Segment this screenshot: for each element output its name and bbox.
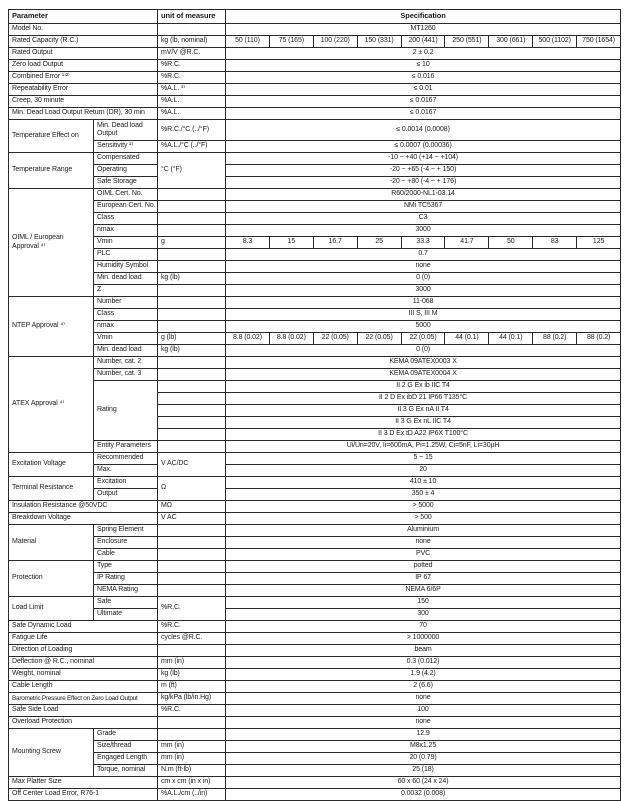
table-cell: Safe Storage: [94, 177, 158, 189]
table-cell: [158, 585, 226, 597]
table-row: [9, 60, 621, 72]
header-cell: Parameter: [9, 10, 158, 24]
table-cell: [158, 573, 226, 585]
table-row: [9, 645, 621, 657]
table-row: [9, 633, 621, 645]
table-cell: Load Limit: [9, 597, 94, 621]
table-row: [9, 585, 621, 597]
table-cell: [158, 189, 226, 201]
table-cell: > 1000000: [226, 633, 621, 645]
table-cell: ≤ 10: [226, 60, 621, 72]
table-cell: [158, 321, 226, 333]
table-cell: Max.: [94, 465, 158, 477]
table-cell: %A.L./cm (../in): [158, 789, 226, 801]
table-cell: Zero load Output: [9, 60, 158, 72]
table-row: [9, 72, 621, 84]
table-row: [9, 513, 621, 525]
table-cell: [158, 549, 226, 561]
table-cell: Cable: [94, 549, 158, 561]
table-cell: Min. Dead Load Output Return (DR), 30 min: [9, 108, 158, 120]
table-cell: -10 ~ +40 (+14 ~ +104): [226, 153, 621, 165]
table-cell: 22 (0.05): [357, 333, 401, 345]
table-cell: none: [226, 537, 621, 549]
table-cell: Weight, nominal: [9, 669, 158, 681]
table-cell: Max Platter Size: [9, 777, 158, 789]
table-cell: Combined Error ¹⁾²⁾: [9, 72, 158, 84]
table-cell: Aluminium: [226, 525, 621, 537]
table-cell: Spring Element: [94, 525, 158, 537]
table-cell: Material: [9, 525, 94, 561]
table-row: [9, 309, 621, 321]
table-cell: R60/2000-NL1-03.14: [226, 189, 621, 201]
table-cell: 60 x 60 (24 x 24): [226, 777, 621, 789]
table-cell: kg (lb, nominal): [158, 36, 226, 48]
table-row: [9, 273, 621, 285]
table-cell: 11-068: [226, 297, 621, 309]
table-cell: Mounting Screw: [9, 729, 94, 777]
table-row: [9, 609, 621, 621]
table-cell: Number, cat. 3: [94, 369, 158, 381]
table-row: [9, 789, 621, 801]
table-cell: Repeatability Error: [9, 84, 158, 96]
table-cell: %A.L. ³⁾: [158, 84, 226, 96]
table-cell: 50: [489, 237, 533, 249]
table-cell: 125: [577, 237, 621, 249]
table-row: [9, 525, 621, 537]
table-cell: N.m (ft-lb): [158, 765, 226, 777]
table-cell: Terminal Resistance: [9, 477, 94, 501]
table-cell: 88 (0.2): [533, 333, 577, 345]
table-cell: Temperature Effect on: [9, 120, 94, 153]
table-cell: g (lb): [158, 333, 226, 345]
table-cell: Safe Side Load: [9, 705, 158, 717]
table-cell: ≤ 0.0014 (0.0008): [226, 120, 621, 141]
table-cell: Output: [94, 489, 158, 501]
table-cell: [158, 405, 226, 417]
table-cell: 44 (0.1): [445, 333, 489, 345]
table-cell: European Cert. No.: [94, 201, 158, 213]
table-row: [9, 549, 621, 561]
table-cell: cycles @R.C.: [158, 633, 226, 645]
table-row: [9, 573, 621, 585]
table-cell: 100: [226, 705, 621, 717]
table-cell: III S, III M: [226, 309, 621, 321]
table-row: [9, 561, 621, 573]
table-cell: [158, 285, 226, 297]
table-row: [9, 681, 621, 693]
table-row: [9, 777, 621, 789]
table-row: [9, 297, 621, 309]
table-cell: 0.0032 (0.008): [226, 789, 621, 801]
table-cell: Overload Protection: [9, 717, 158, 729]
table-row: [9, 201, 621, 213]
table-cell: II 2 G Ex ib IIC T4: [226, 381, 621, 393]
table-cell: Fatigue Life: [9, 633, 158, 645]
table-cell: kg (lb): [158, 345, 226, 357]
table-row: [9, 261, 621, 273]
table-cell: none: [226, 693, 621, 705]
table-row: [9, 333, 621, 345]
table-row: [9, 84, 621, 96]
table-cell: PLC: [94, 249, 158, 261]
table-row: [9, 321, 621, 333]
table-row: [9, 369, 621, 381]
table-cell: Vmin: [94, 333, 158, 345]
table-row: [9, 669, 621, 681]
table-row: [9, 96, 621, 108]
table-cell: %R.C.: [158, 705, 226, 717]
table-cell: Min. dead load: [94, 345, 158, 357]
table-row: [9, 765, 621, 777]
table-cell: nmax: [94, 321, 158, 333]
table-cell: 70: [226, 621, 621, 633]
table-cell: 350 ± 4: [226, 489, 621, 501]
table-cell: Class: [94, 309, 158, 321]
table-row: [9, 249, 621, 261]
table-cell: Min. dead load: [94, 273, 158, 285]
table-cell: %R.C.: [158, 60, 226, 72]
table-cell: NTEP Approval ⁴⁾: [9, 297, 94, 357]
table-row: [9, 693, 621, 705]
table-row: [9, 177, 621, 189]
table-cell: 150: [226, 597, 621, 609]
table-cell: Ω: [158, 477, 226, 501]
table-cell: ≤ 0.0007 (0.00036): [226, 141, 621, 153]
table-cell: kg (lb): [158, 273, 226, 285]
table-row: [9, 477, 621, 489]
table-cell: ATEX Approval ⁴⁾: [9, 357, 94, 453]
spec-table: [8, 9, 621, 801]
table-cell: 15: [269, 237, 313, 249]
table-cell: Recommended: [94, 453, 158, 465]
table-cell: II 3 G Ex nL IIC T4: [226, 417, 621, 429]
table-cell: 750 (1654): [577, 36, 621, 48]
table-cell: %R.C.: [158, 621, 226, 633]
table-cell: Entity Parameters: [94, 441, 158, 453]
table-row: [9, 165, 621, 177]
table-cell: mm (in): [158, 753, 226, 765]
table-cell: II 2 D Ex ibD 21 IP66 T135°C: [226, 393, 621, 405]
table-cell: [158, 261, 226, 273]
table-cell: [158, 309, 226, 321]
table-cell: Insulation Resistance @50VDC: [9, 501, 158, 513]
table-row: [9, 489, 621, 501]
table-cell: Excitation: [94, 477, 158, 489]
table-cell: [158, 429, 226, 441]
table-row: [9, 345, 621, 357]
table-cell: Temperature Range: [9, 153, 94, 189]
table-cell: 8.8 (0.02): [226, 333, 270, 345]
table-cell: 0 (0): [226, 273, 621, 285]
table-cell: [158, 729, 226, 741]
table-cell: 2 (6.6): [226, 681, 621, 693]
table-row: [9, 717, 621, 729]
table-cell: 33.3: [401, 237, 445, 249]
table-row: [9, 141, 621, 153]
table-row: [9, 537, 621, 549]
table-row: [9, 24, 621, 36]
table-cell: ≤ 0.016: [226, 72, 621, 84]
table-cell: nmax: [94, 225, 158, 237]
table-row: [9, 153, 621, 165]
table-cell: m (ft): [158, 681, 226, 693]
header-cell: unit of measure: [158, 10, 226, 24]
table-cell: Sensitivity ²⁾: [94, 141, 158, 153]
table-cell: 8.8 (0.02): [269, 333, 313, 345]
table-header-row: [9, 10, 621, 24]
table-cell: Protection: [9, 561, 94, 597]
table-row: [9, 597, 621, 609]
table-cell: [158, 369, 226, 381]
table-cell: mV/V @R.C.: [158, 48, 226, 60]
header-cell: Specification: [226, 10, 621, 24]
table-cell: %R.C.: [158, 72, 226, 84]
table-cell: potted: [226, 561, 621, 573]
table-cell: %R.C.: [158, 597, 226, 621]
table-cell: Cable Length: [9, 681, 158, 693]
table-cell: Direction of Loading: [9, 645, 158, 657]
table-cell: Engaged Length: [94, 753, 158, 765]
table-cell: [158, 297, 226, 309]
table-cell: 41.7: [445, 237, 489, 249]
table-row: [9, 501, 621, 513]
table-cell: Rating: [94, 381, 158, 441]
table-cell: cm x cm (in x in): [158, 777, 226, 789]
table-cell: Class: [94, 213, 158, 225]
table-cell: Safe: [94, 597, 158, 609]
table-cell: none: [226, 261, 621, 273]
table-cell: 5000: [226, 321, 621, 333]
table-cell: ≤ 0.01: [226, 84, 621, 96]
table-cell: Safe Dynamic Load: [9, 621, 158, 633]
table-cell: 500 (1102): [533, 36, 577, 48]
table-cell: 3000: [226, 225, 621, 237]
table-row: [9, 741, 621, 753]
table-cell: MΩ: [158, 501, 226, 513]
table-cell: %A.L.: [158, 96, 226, 108]
table-cell: II 3 D Ex tD A22 IP6X T100°C: [226, 429, 621, 441]
table-cell: Humidity Symbol: [94, 261, 158, 273]
table-cell: Off Center Load Error, R76-1: [9, 789, 158, 801]
table-cell: 250 (551): [445, 36, 489, 48]
table-cell: 75 (165): [269, 36, 313, 48]
table-cell: 83: [533, 237, 577, 249]
table-cell: 8.3: [226, 237, 270, 249]
table-cell: [158, 417, 226, 429]
table-row: [9, 705, 621, 717]
table-cell: Rated Capacity (R.C.): [9, 36, 158, 48]
table-cell: [158, 201, 226, 213]
table-cell: 88 (0.2): [577, 333, 621, 345]
table-cell: 0 (0): [226, 345, 621, 357]
table-cell: PVC: [226, 549, 621, 561]
table-cell: 22 (0.05): [313, 333, 357, 345]
table-row: [9, 36, 621, 48]
table-cell: %A.L.: [158, 108, 226, 120]
table-cell: 0.3 (0.012): [226, 657, 621, 669]
table-cell: Z: [94, 285, 158, 297]
table-cell: > 500: [226, 513, 621, 525]
table-cell: [158, 525, 226, 537]
table-row: [9, 48, 621, 60]
table-cell: 200 (441): [401, 36, 445, 48]
table-cell: Barometric Pressure Effect on Zero Load Output: [9, 693, 158, 705]
table-cell: Operating: [94, 165, 158, 177]
table-cell: -20 ~ +80 (-4 ~ + 176): [226, 177, 621, 189]
table-cell: KEMA 09ATEX0004 X: [226, 369, 621, 381]
table-row: [9, 441, 621, 453]
table-cell: [158, 225, 226, 237]
table-cell: V AC/DC: [158, 453, 226, 477]
table-row: [9, 225, 621, 237]
table-cell: M8x1.25: [226, 741, 621, 753]
table-cell: 5 ~ 15: [226, 453, 621, 465]
table-row: [9, 285, 621, 297]
table-cell: -20 ~ +65 (-4 ~ + 150): [226, 165, 621, 177]
table-cell: [158, 357, 226, 369]
table-cell: > 5000: [226, 501, 621, 513]
table-cell: Enclosure: [94, 537, 158, 549]
table-cell: beam: [226, 645, 621, 657]
table-cell: 25: [357, 237, 401, 249]
table-cell: mm (in): [158, 741, 226, 753]
table-cell: %A.L./°C (../°F): [158, 141, 226, 153]
table-cell: Creep, 30 minute: [9, 96, 158, 108]
table-cell: 300: [226, 609, 621, 621]
table-cell: 410 ± 10: [226, 477, 621, 489]
table-row: [9, 657, 621, 669]
table-cell: 22 (0.05): [401, 333, 445, 345]
table-row: [9, 189, 621, 201]
table-cell: 20: [226, 465, 621, 477]
table-cell: Rated Output: [9, 48, 158, 60]
table-cell: 50 (110): [226, 36, 270, 48]
table-cell: kg (lb): [158, 669, 226, 681]
table-cell: Type: [94, 561, 158, 573]
table-cell: 300 (661): [489, 36, 533, 48]
table-row: [9, 753, 621, 765]
table-cell: Ui/Un=20V, Ii=600mA, Pi=1.25W, Ci=5nF, Li=30µH: [226, 441, 621, 453]
table-row: [9, 237, 621, 249]
table-cell: NEMA 6/6P: [226, 585, 621, 597]
table-cell: 150 (331): [357, 36, 401, 48]
table-cell: Torque, nominal: [94, 765, 158, 777]
table-cell: Min. Dead load Output: [94, 120, 158, 141]
table-row: [9, 621, 621, 633]
table-cell: Vmin: [94, 237, 158, 249]
table-cell: 100 (220): [313, 36, 357, 48]
table-cell: g: [158, 237, 226, 249]
table-cell: Number: [94, 297, 158, 309]
table-cell: 25 (18): [226, 765, 621, 777]
table-cell: 20 (0.79): [226, 753, 621, 765]
table-cell: Deflection @ R.C., nominal: [9, 657, 158, 669]
table-cell: kg/kPa (lb/in.Hg): [158, 693, 226, 705]
table-cell: [158, 441, 226, 453]
table-cell: 16.7: [313, 237, 357, 249]
table-cell: °C (°F): [158, 153, 226, 189]
table-cell: NMi TC5367: [226, 201, 621, 213]
table-cell: OIML Cert. No.: [94, 189, 158, 201]
spec-table-body: [9, 10, 621, 801]
table-cell: 3000: [226, 285, 621, 297]
table-cell: MT1260: [226, 24, 621, 36]
table-row: [9, 357, 621, 369]
table-cell: none: [226, 717, 621, 729]
table-cell: KEMA 09ATEX0003 X: [226, 357, 621, 369]
table-cell: 1.9 (4.2): [226, 669, 621, 681]
table-cell: [158, 213, 226, 225]
table-cell: [158, 249, 226, 261]
table-row: [9, 729, 621, 741]
table-cell: 44 (0.1): [489, 333, 533, 345]
table-cell: Excitation Voltage: [9, 453, 94, 477]
table-cell: [158, 381, 226, 393]
table-cell: mm (in): [158, 657, 226, 669]
table-row: [9, 213, 621, 225]
table-cell: NEMA Rating: [94, 585, 158, 597]
table-cell: [158, 393, 226, 405]
table-cell: [158, 717, 226, 729]
table-cell: 0.7: [226, 249, 621, 261]
table-cell: II 3 G Ex nA II T4: [226, 405, 621, 417]
table-cell: ≤ 0.0167: [226, 96, 621, 108]
table-cell: Model No.: [9, 24, 158, 36]
table-row: [9, 453, 621, 465]
table-cell: 12.9: [226, 729, 621, 741]
table-cell: [158, 24, 226, 36]
table-cell: C3: [226, 213, 621, 225]
table-cell: [158, 561, 226, 573]
table-cell: [158, 645, 226, 657]
table-row: [9, 381, 621, 393]
table-row: [9, 465, 621, 477]
table-cell: V AC: [158, 513, 226, 525]
table-cell: OIML / European Approval ⁴⁾: [9, 189, 94, 297]
table-cell: Size/thread: [94, 741, 158, 753]
table-cell: 2 ± 0.2: [226, 48, 621, 60]
table-row: [9, 120, 621, 141]
table-cell: %R.C./°C (../°F): [158, 120, 226, 141]
table-cell: Ultimate: [94, 609, 158, 621]
table-cell: ≤ 0.0167: [226, 108, 621, 120]
table-cell: [158, 537, 226, 549]
table-cell: Grade: [94, 729, 158, 741]
table-cell: Breakdown Voltage: [9, 513, 158, 525]
table-cell: Compensated: [94, 153, 158, 165]
table-cell: IP 67: [226, 573, 621, 585]
table-row: [9, 108, 621, 120]
table-cell: IP Rating: [94, 573, 158, 585]
table-cell: Number, cat. 2: [94, 357, 158, 369]
